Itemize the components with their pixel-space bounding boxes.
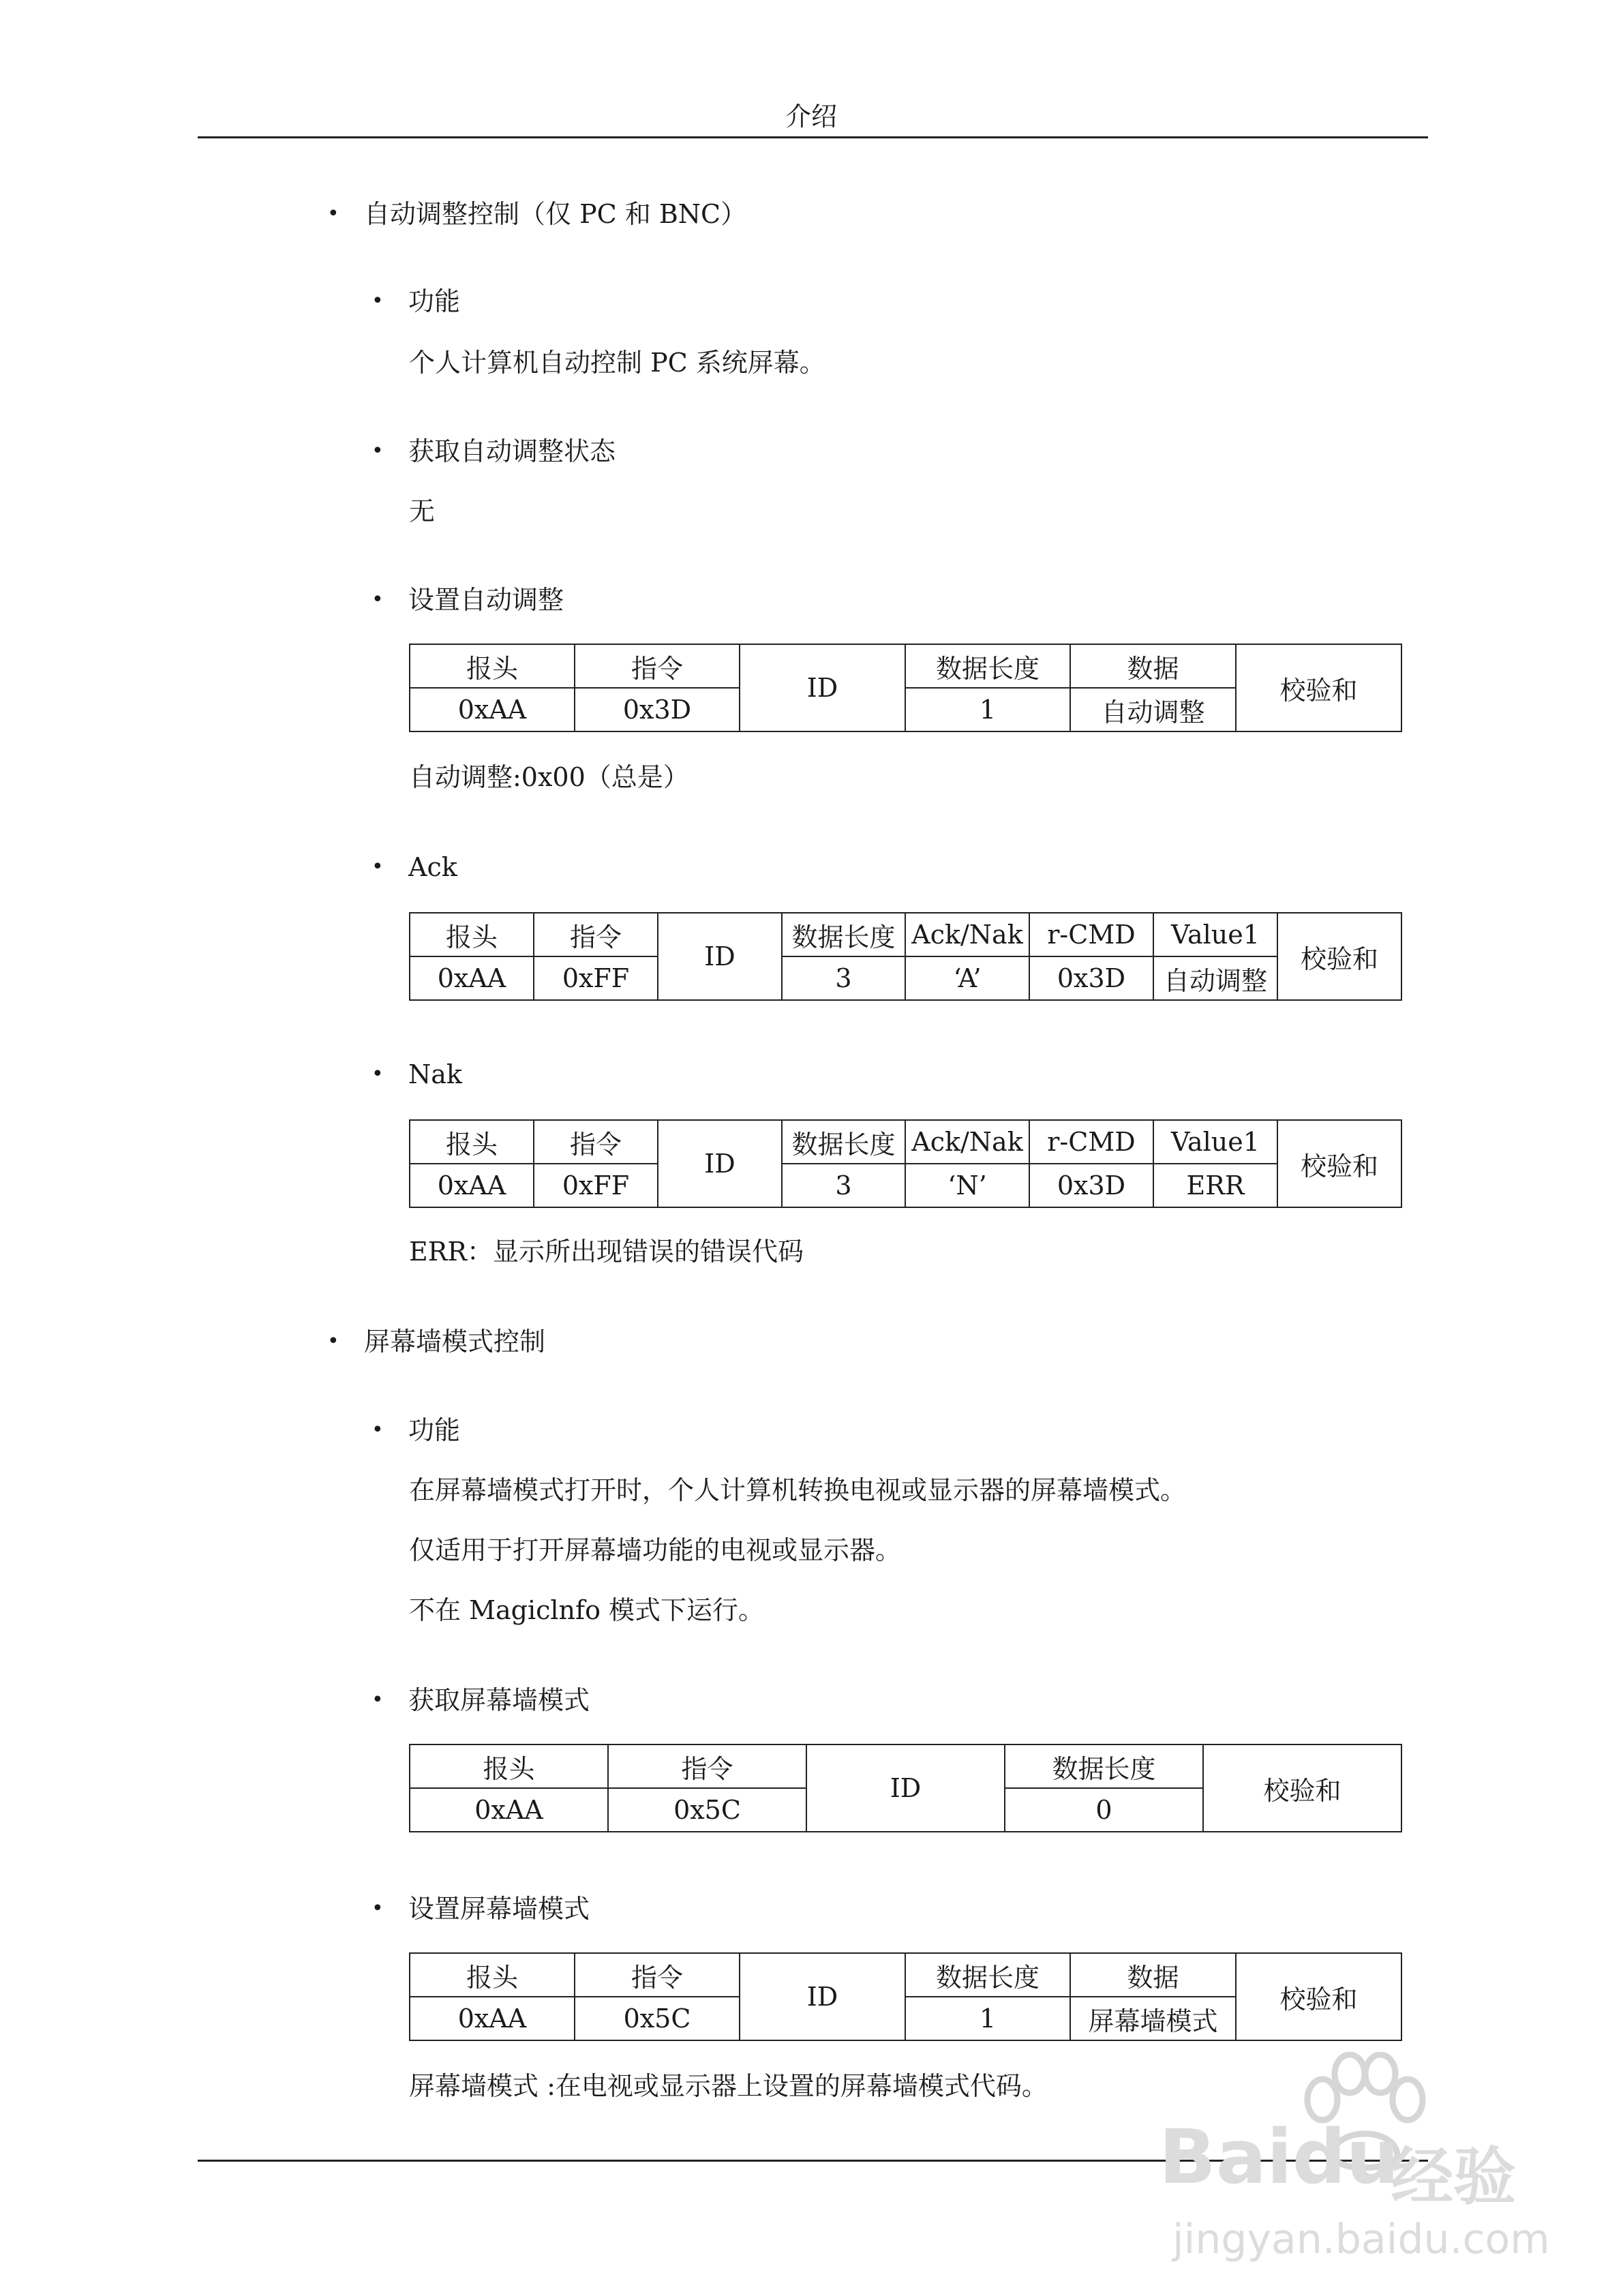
- table-value-cell: 0xFF: [534, 1164, 658, 1207]
- table-header-cell: 数据长度: [905, 1953, 1070, 1997]
- table-header-cell: 校验和: [1277, 913, 1401, 1000]
- table-value-cell: 0xAA: [410, 1788, 608, 1832]
- table-header-cell: Value1: [1153, 1120, 1277, 1164]
- table-header-cell: 校验和: [1203, 1744, 1401, 1832]
- watermark-sub: 经验: [1391, 2141, 1517, 2214]
- table-header-cell: ID: [658, 1120, 782, 1207]
- section-video-wall-title: • 屏幕墙模式控制: [327, 1327, 546, 1357]
- table-header-cell: ID: [658, 913, 782, 1000]
- table-header-cell: 指令: [534, 913, 658, 956]
- wall-set-table: [409, 1952, 1402, 2041]
- table-header-cell: Ack/Nak: [905, 913, 1029, 956]
- table-header-cell: 报头: [410, 913, 534, 956]
- table-header-cell: 指令: [608, 1744, 806, 1788]
- auto-function-desc: 个人计算机自动控制 PC 系统屏幕。: [409, 348, 825, 378]
- table-header-cell: ID: [806, 1744, 1005, 1832]
- table-header-cell: 校验和: [1236, 644, 1401, 731]
- table-header-cell: 数据长度: [905, 644, 1070, 688]
- table-value-cell: 0x5C: [575, 1997, 740, 2040]
- table-value-cell: 1: [905, 1997, 1070, 2040]
- table-header-cell: 指令: [534, 1120, 658, 1164]
- table-value-cell: 0xAA: [410, 956, 534, 1000]
- auto-set-note: 自动调整:0x00（总是）: [409, 762, 689, 792]
- baidu-watermark: [1159, 2052, 1550, 2277]
- wall-function-desc-2: 仅适用于打开屏幕墙功能的电视或显示器。: [409, 1535, 902, 1565]
- table-header-cell: r-CMD: [1029, 913, 1153, 956]
- wall-get-table: [409, 1744, 1402, 1832]
- auto-function-label: • 功能: [371, 286, 461, 316]
- table-value-cell: 3: [782, 956, 905, 1000]
- table-header-cell: 数据: [1070, 1953, 1236, 1997]
- wall-function-desc-3: 不在 Magiclnfo 模式下运行。: [409, 1595, 765, 1625]
- wall-set-note: 屏幕墙模式 :在电视或显示器上设置的屏幕墙模式代码。: [409, 2071, 1048, 2101]
- table-header-cell: 校验和: [1236, 1953, 1401, 2040]
- table-header-cell: r-CMD: [1029, 1120, 1153, 1164]
- table-value-cell: 0x3D: [1029, 956, 1153, 1000]
- table-header-cell: ID: [740, 1953, 905, 2040]
- auto-set-table: [409, 644, 1402, 732]
- auto-nak-label: • Nak: [371, 1059, 462, 1089]
- table-value-cell: 0xAA: [410, 688, 575, 731]
- wall-get-label: • 获取屏幕墙模式: [371, 1685, 590, 1715]
- auto-err-note: ERR：显示所出现错误的错误代码: [409, 1237, 804, 1267]
- auto-get-desc: 无: [409, 496, 436, 526]
- table-value-cell: 屏幕墙模式: [1070, 1997, 1236, 2040]
- table-value-cell: 1: [905, 688, 1070, 731]
- table-header-cell: 报头: [410, 1120, 534, 1164]
- table-value-cell: 0: [1005, 1788, 1203, 1832]
- auto-set-label: • 设置自动调整: [371, 585, 564, 615]
- table-header-cell: 报头: [410, 1953, 575, 1997]
- table-value-cell: 0x5C: [608, 1788, 806, 1832]
- table-header-cell: 指令: [575, 1953, 740, 1997]
- table-header-cell: 报头: [410, 644, 575, 688]
- auto-nak-table: [409, 1119, 1402, 1208]
- wall-function-label: • 功能: [371, 1415, 461, 1445]
- auto-get-label: • 获取自动调整状态: [371, 436, 616, 466]
- table-value-cell: 0x3D: [1029, 1164, 1153, 1207]
- table-header-cell: 数据长度: [1005, 1744, 1203, 1788]
- table-header-cell: 数据: [1070, 644, 1236, 688]
- page-header-title: 介绍: [785, 102, 837, 132]
- watermark-url: jingyan.baidu.com: [1172, 2216, 1550, 2263]
- watermark-brand: Baidu: [1159, 2113, 1399, 2201]
- table-header-cell: 报头: [410, 1744, 608, 1788]
- table-value-cell: ERR: [1153, 1164, 1277, 1207]
- table-header-cell: 指令: [575, 644, 740, 688]
- auto-ack-table: [409, 912, 1402, 1001]
- wall-set-label: • 设置屏幕墙模式: [371, 1894, 590, 1924]
- table-value-cell: 自动调整: [1153, 956, 1277, 1000]
- table-value-cell: 0xFF: [534, 956, 658, 1000]
- table-value-cell: 0x3D: [575, 688, 740, 731]
- table-value-cell: 0xAA: [410, 1164, 534, 1207]
- table-value-cell: 0xAA: [410, 1997, 575, 2040]
- table-header-cell: 数据长度: [782, 1120, 905, 1164]
- table-header-cell: Value1: [1153, 913, 1277, 956]
- section-auto-adjust-title: • 自动调整控制（仅 PC 和 BNC）: [327, 199, 747, 229]
- table-header-cell: 数据长度: [782, 913, 905, 956]
- wall-function-desc-1: 在屏幕墙模式打开时，个人计算机转换电视或显示器的屏幕墙模式。: [409, 1475, 1187, 1505]
- table-value-cell: ‘N’: [905, 1164, 1029, 1207]
- header-rule: [198, 136, 1428, 138]
- table-value-cell: 自动调整: [1070, 688, 1236, 731]
- table-header-cell: 校验和: [1277, 1120, 1401, 1207]
- table-header-cell: ID: [740, 644, 905, 731]
- table-header-cell: Ack/Nak: [905, 1120, 1029, 1164]
- table-value-cell: ‘A’: [905, 956, 1029, 1000]
- auto-ack-label: • Ack: [371, 852, 457, 882]
- table-value-cell: 3: [782, 1164, 905, 1207]
